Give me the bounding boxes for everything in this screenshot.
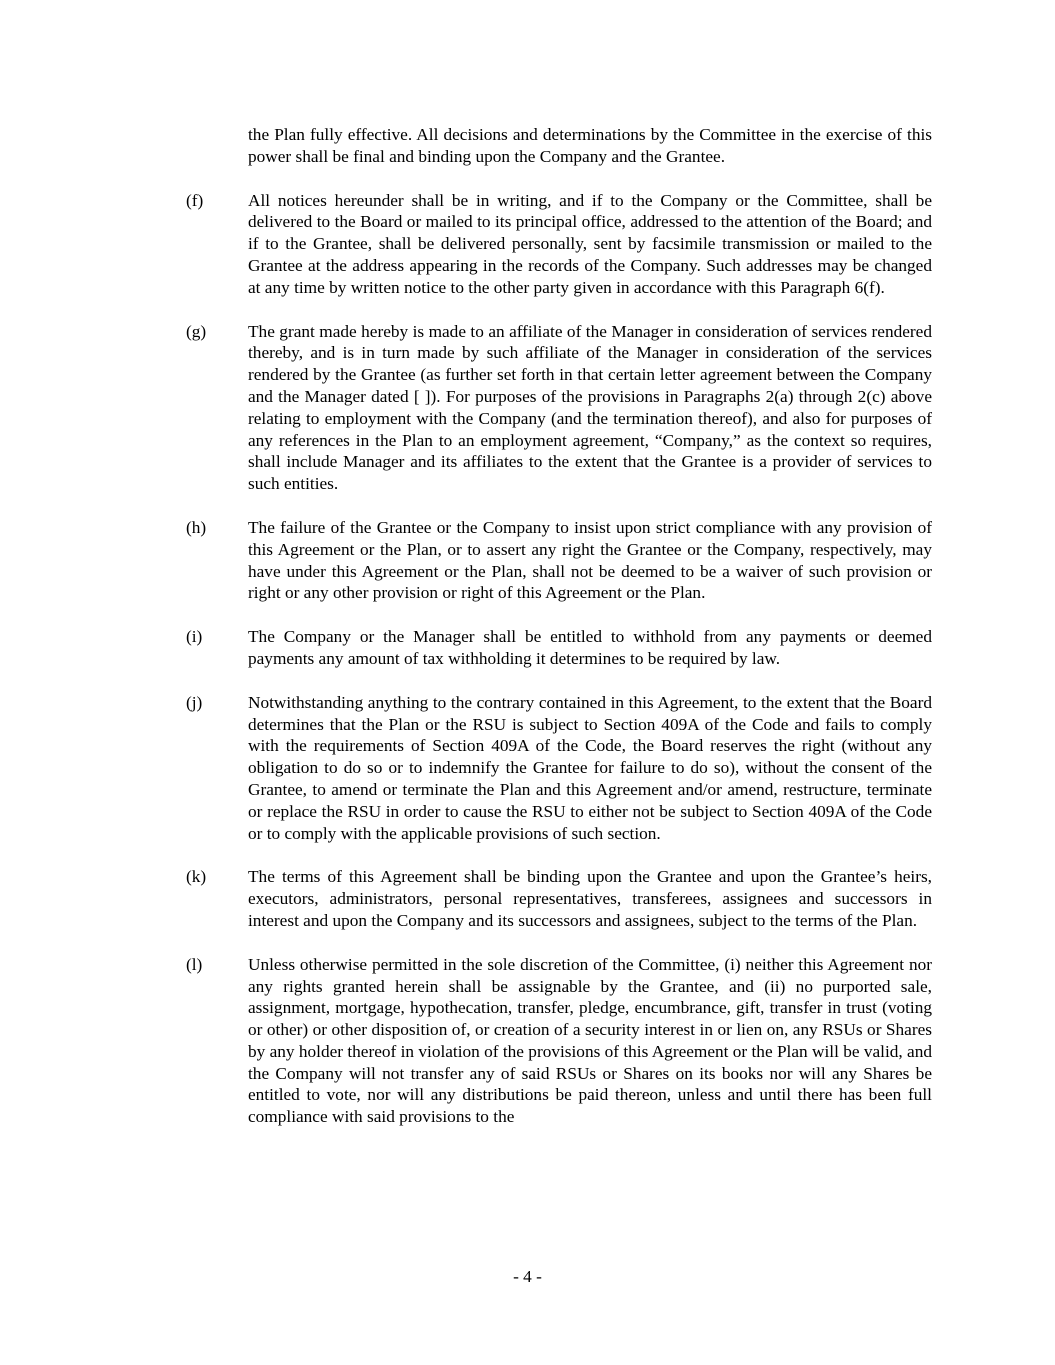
- paragraph-f: [186, 190, 932, 299]
- page-number: - 4 -: [513, 1267, 542, 1286]
- paragraph-text: Unless otherwise permitted in the sole discretion of the Committee, (i) neither this Agreement nor any rights granted herein shall be assignable by the Grantee, and (ii) no purported sale, assignment, mortgage, hypothecation, transfer, pledge, encumbrance, gift, transfer in trust (voting or other) or other disposition of, or creation of a security interest in or lien on, any RSUs or Shares by any holder thereof in violation of the provisions of this Agreement or the Plan will be valid, and the Company will not transfer any of said RSUs or Shares on its books nor will any Shares be entitled to vote, nor will any distributions be paid thereon, unless and until there has been full compliance with said provisions to the: [248, 954, 932, 1127]
- paragraph-h: [186, 517, 932, 604]
- paragraph-marker: (i): [186, 627, 203, 647]
- paragraph-k: [186, 866, 932, 931]
- paragraph-marker: (h): [186, 517, 207, 537]
- document-body: [186, 124, 932, 1150]
- paragraph-l: [186, 954, 932, 1128]
- paragraph-marker: (f): [186, 190, 204, 210]
- paragraph-marker: (l): [186, 954, 203, 974]
- paragraph-marker: (j): [186, 692, 203, 712]
- paragraph-marker: (g): [186, 321, 207, 341]
- paragraph-i: [186, 626, 932, 670]
- paragraph-text: All notices hereunder shall be in writing, and if to the Company or the Committee, shall be delivered to the Board or mailed to its principal office, addressed to the attention of the Board; and if to the Grantee, shall be delivered personally, sent by facsimile transmission or mailed to the Grantee at the address appearing in the records of the Company. Such addresses may be changed at any time by written notice to the other party given in accordance with this Paragraph 6(f).: [248, 190, 932, 297]
- paragraph-text: The failure of the Grantee or the Company to insist upon strict compliance with any provision of this Agreement or the Plan, or to assert any right the Grantee or the Company, respectively, may have under this Agreement or the Plan, shall not be deemed to be a waiver of such provision or right or any other provision or right of this Agreement or the Plan.: [248, 517, 932, 603]
- paragraph-g: [186, 321, 932, 495]
- paragraph-text: The Company or the Manager shall be entitled to withhold from any payments or deemed payments any amount of tax withholding it determines to be required by law.: [248, 627, 932, 668]
- paragraph-j: [186, 692, 932, 845]
- paragraph-text: The grant made hereby is made to an affiliate of the Manager in consideration of services rendered thereby, and is in turn made by such affiliate of the Manager in consideration of the services rendered by the Grantee (as further set forth in that certain letter agreement between the Company and the Manager dated [ ]). For purposes of the provisions in Paragraphs 2(a) through 2(c) above relating to employment with the Company (and the termination thereof), and also for purposes of any references in the Plan to an employment agreement, “Company,” as the context so requires, shall include Manager and its affiliates to the extent that the Grantee is a provider of services to such entities.: [248, 321, 932, 494]
- paragraph-text: Notwithstanding anything to the contrary contained in this Agreement, to the extent that the Board determines that the Plan or the RSU is subject to Section 409A of the Code and fails to comply with the requirements of Section 409A of the Code, the Board reserves the right (without any obligation to do so or to indemnify the Grantee for failure to do so), without the consent of the Grantee, to amend or terminate the Plan and this Agreement and/or amend, restructure, terminate or replace the RSU in order to cause the RSU to either not be subject to Section 409A of the Code or to comply with the applicable provisions of such section.: [248, 692, 932, 843]
- continuation-paragraph: the Plan fully effective. All decisions and determinations by the Committee in the exercise of this power shall be final and binding upon the Company and the Grantee.: [248, 125, 932, 166]
- paragraph-text: The terms of this Agreement shall be binding upon the Grantee and upon the Grantee’s heirs, executors, administrators, personal representatives, transferees, assignees and successors in interest and upon the Company and its successors and assignees, subject to the terms of the Plan.: [248, 867, 932, 930]
- paragraph-marker: (k): [186, 867, 207, 887]
